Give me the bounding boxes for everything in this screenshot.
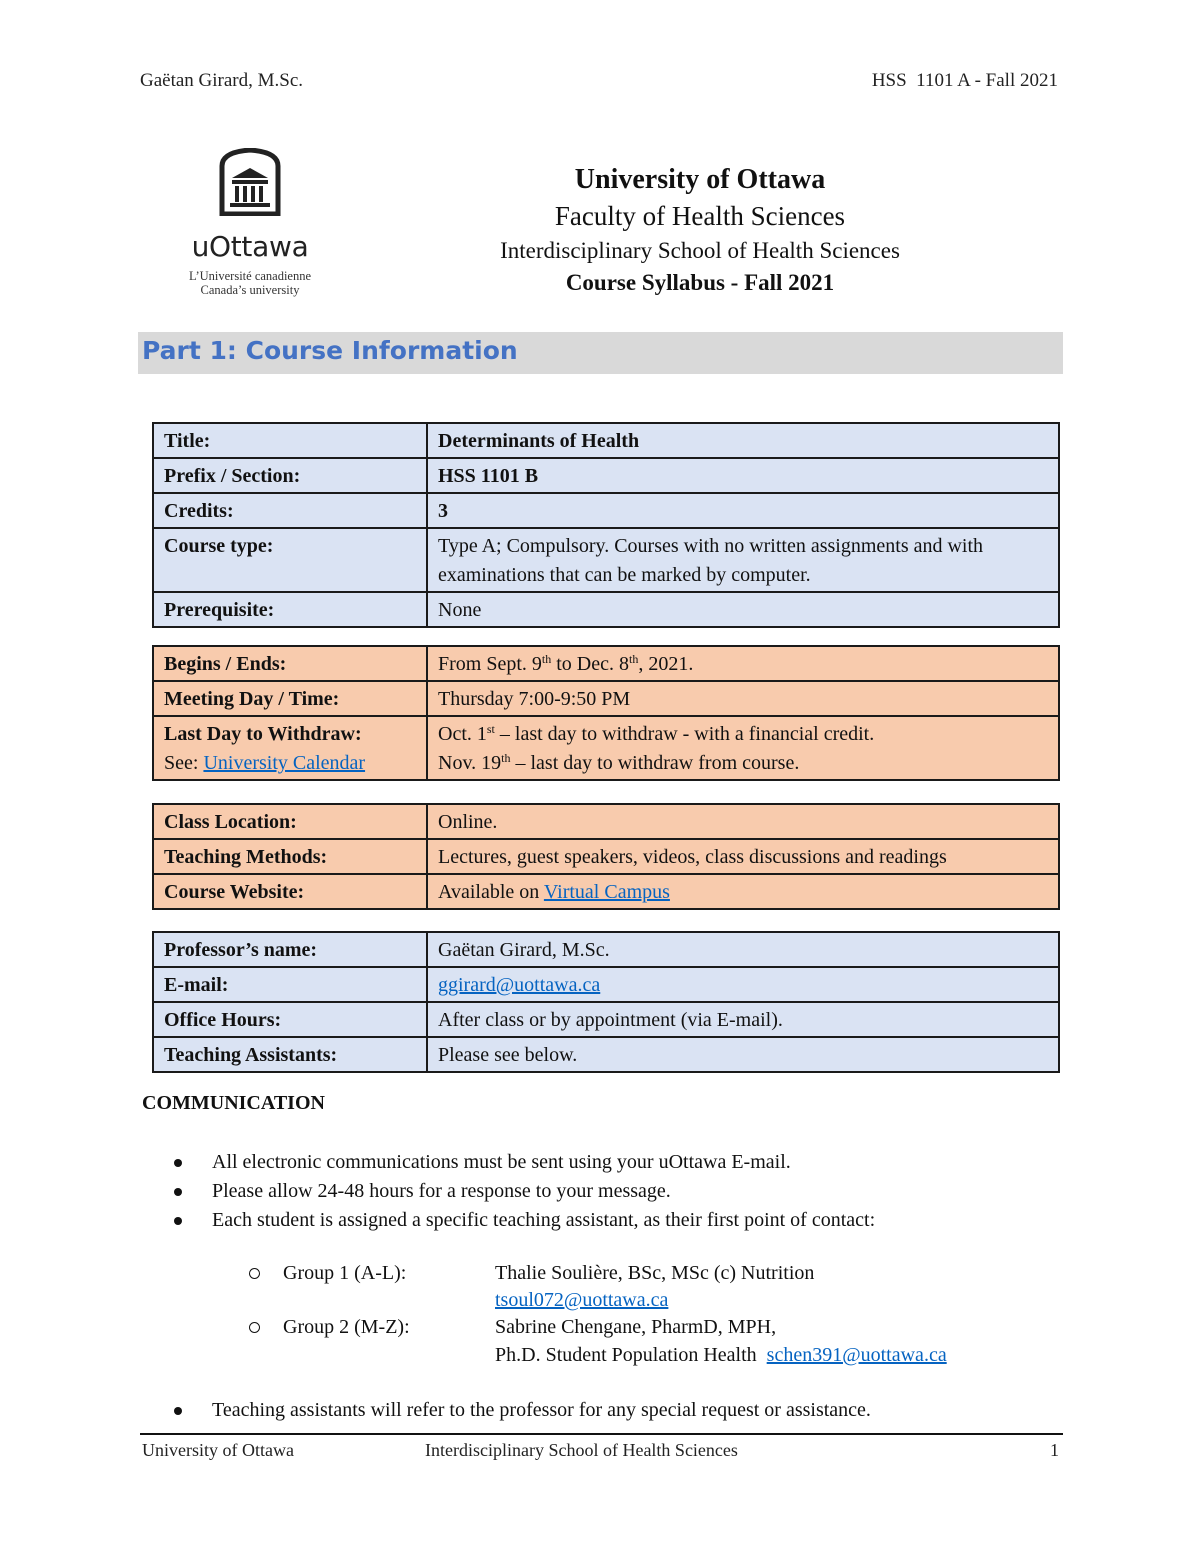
table-row xyxy=(153,493,1059,528)
footer-school: Interdisciplinary School of Health Sciences xyxy=(425,1440,738,1460)
logo-wordmark: uOttawa xyxy=(191,230,309,263)
table-row xyxy=(153,423,1059,458)
list-item xyxy=(172,1177,1072,1206)
begins-ends-value xyxy=(427,646,1059,681)
begins-ends-label: Begins / Ends: xyxy=(153,646,427,681)
prefix-label: Prefix / Section: xyxy=(153,458,427,493)
bullet-icon xyxy=(174,1407,182,1415)
part1-heading-bar xyxy=(138,332,1063,374)
office-hours-label: Office Hours: xyxy=(153,1002,427,1037)
building-icon xyxy=(218,148,282,216)
class-location-label: Class Location: xyxy=(153,804,427,839)
sub-bullet-icon xyxy=(249,1268,260,1279)
begins-sup-2: th xyxy=(629,652,639,666)
begins-text-a: From Sept. 9 xyxy=(438,653,542,675)
virtual-campus-link[interactable]: Virtual Campus xyxy=(543,881,670,903)
email-value-cell xyxy=(427,967,1059,1002)
title-label: Title: xyxy=(153,423,427,458)
withdraw2-sup: th xyxy=(501,751,511,765)
prefix-value: HSS 1101 B xyxy=(427,458,1059,493)
group1-label: Group 1 (A-L): xyxy=(283,1262,407,1284)
list-item xyxy=(172,1396,1072,1425)
table-row xyxy=(153,458,1059,493)
withdraw1-text-a: Oct. 1 xyxy=(438,723,487,745)
bullet-text: Teaching assistants will refer to the professor for any special request or assistance. xyxy=(212,1399,871,1421)
table-row xyxy=(153,1002,1059,1037)
list-item xyxy=(172,1206,1072,1235)
see-label: See: xyxy=(164,752,204,774)
logo-tagline-en: Canada’s university xyxy=(200,283,300,297)
table-row xyxy=(153,874,1059,909)
table-row xyxy=(153,932,1059,967)
location-table xyxy=(152,803,1060,910)
office-hours-value: After class or by appointment (via E-mail). xyxy=(427,1002,1059,1037)
table-row xyxy=(153,1037,1059,1072)
withdraw-line-2 xyxy=(438,749,1048,778)
meeting-value: Thursday 7:00-9:50 PM xyxy=(427,681,1059,716)
faculty-name: Faculty of Health Sciences xyxy=(554,201,846,231)
professor-email-link[interactable]: ggirard@uottawa.ca xyxy=(438,974,601,996)
prerequisite-label: Prerequisite: xyxy=(153,592,427,627)
table-row xyxy=(153,839,1059,874)
list-item xyxy=(172,1148,1072,1177)
bullet-text: Each student is assigned a specific teaching assistant, as their first point of contact: xyxy=(212,1209,876,1231)
footer-university: University of Ottawa xyxy=(142,1440,294,1460)
begins-sup-1: th xyxy=(541,652,552,666)
bullet-icon xyxy=(174,1188,182,1196)
course-type-label: Course type: xyxy=(153,528,427,592)
prerequisite-value: None xyxy=(427,592,1059,627)
table-row xyxy=(153,681,1059,716)
page-number: 1 xyxy=(1050,1440,1059,1460)
table-row xyxy=(153,592,1059,627)
begins-text-b: to Dec. 8 xyxy=(551,653,630,675)
course-website-label: Course Website: xyxy=(153,874,427,909)
group1-name: Thalie Soulière, BSc, MSc (c) Nutrition xyxy=(495,1262,815,1284)
withdraw-label: Last Day to Withdraw: xyxy=(164,723,362,745)
withdraw-line-1 xyxy=(438,720,1048,749)
school-name: Interdisciplinary School of Health Sciences xyxy=(500,238,900,263)
group1-email-link[interactable]: tsoul072@uottawa.ca xyxy=(495,1289,669,1311)
table-row xyxy=(153,967,1059,1002)
title-block xyxy=(400,162,1000,299)
teaching-methods-label: Teaching Methods: xyxy=(153,839,427,874)
withdraw-label-cell xyxy=(153,716,427,780)
sub-bullet-icon xyxy=(249,1322,260,1333)
title-value: Determinants of Health xyxy=(427,423,1059,458)
university-name: University of Ottawa xyxy=(574,164,826,195)
withdraw2-text-a: Nov. 19 xyxy=(438,752,502,774)
professor-table xyxy=(152,931,1060,1073)
withdraw1-text-b: – last day to withdraw - with a financial credit. xyxy=(494,723,875,745)
uottawa-logo xyxy=(150,148,350,297)
withdraw-value xyxy=(427,716,1059,780)
withdraw1-sup: st xyxy=(486,722,495,736)
logo-tagline-fr: L’Université canadienne xyxy=(188,269,312,283)
begins-text-c: , 2021. xyxy=(638,653,694,675)
group2-line2 xyxy=(495,1341,947,1369)
table-row xyxy=(153,646,1059,681)
final-bullet xyxy=(172,1396,1072,1425)
bullet-text: Please allow 24-48 hours for a response to your message. xyxy=(212,1180,671,1202)
table-row xyxy=(153,804,1059,839)
website-prefix: Available on xyxy=(438,881,544,903)
meeting-label: Meeting Day / Time: xyxy=(153,681,427,716)
university-calendar-link[interactable]: University Calendar xyxy=(203,752,366,774)
credits-value: 3 xyxy=(427,493,1059,528)
part1-title: Part 1: Course Information xyxy=(142,336,518,365)
header-author: Gaëtan Girard, M.Sc. xyxy=(140,70,304,91)
bullet-icon xyxy=(174,1159,182,1167)
group2-email-link[interactable]: schen391@uottawa.ca xyxy=(766,1344,947,1366)
credits-label: Credits: xyxy=(153,493,427,528)
group2-label: Group 2 (M-Z): xyxy=(283,1316,410,1338)
group2-name: Sabrine Chengane, PharmD, MPH, xyxy=(495,1316,777,1338)
footer-divider xyxy=(140,1433,1063,1435)
professor-name-value: Gaëtan Girard, M.Sc. xyxy=(427,932,1059,967)
table-row xyxy=(153,716,1059,780)
withdraw2-text-b: – last day to withdraw from course. xyxy=(510,752,800,774)
group2-program: Ph.D. Student Population Health xyxy=(495,1344,767,1366)
communication-heading: COMMUNICATION xyxy=(142,1092,325,1114)
email-label: E-mail: xyxy=(153,967,427,1002)
syllabus-title: Course Syllabus - Fall 2021 xyxy=(565,270,835,295)
table-row xyxy=(153,528,1059,592)
teaching-assistants-value: Please see below. xyxy=(427,1037,1059,1072)
teaching-methods-value: Lectures, guest speakers, videos, class discussions and readings xyxy=(427,839,1059,874)
teaching-assistants-label: Teaching Assistants: xyxy=(153,1037,427,1072)
class-location-value: Online. xyxy=(427,804,1059,839)
course-type-value: Type A; Compulsory. Courses with no written assignments and with examinations that can be marked by computer. xyxy=(427,528,1059,592)
professor-name-label: Professor’s name: xyxy=(153,932,427,967)
see-calendar xyxy=(164,749,416,778)
schedule-table xyxy=(152,645,1060,781)
bullet-icon xyxy=(174,1217,182,1225)
header-course: HSS 1101 A - Fall 2021 xyxy=(871,70,1058,91)
course-info-table xyxy=(152,422,1060,628)
bullet-text: All electronic communications must be sent using your uOttawa E-mail. xyxy=(212,1151,791,1173)
course-website-value xyxy=(427,874,1059,909)
communication-bullets xyxy=(172,1148,1072,1235)
